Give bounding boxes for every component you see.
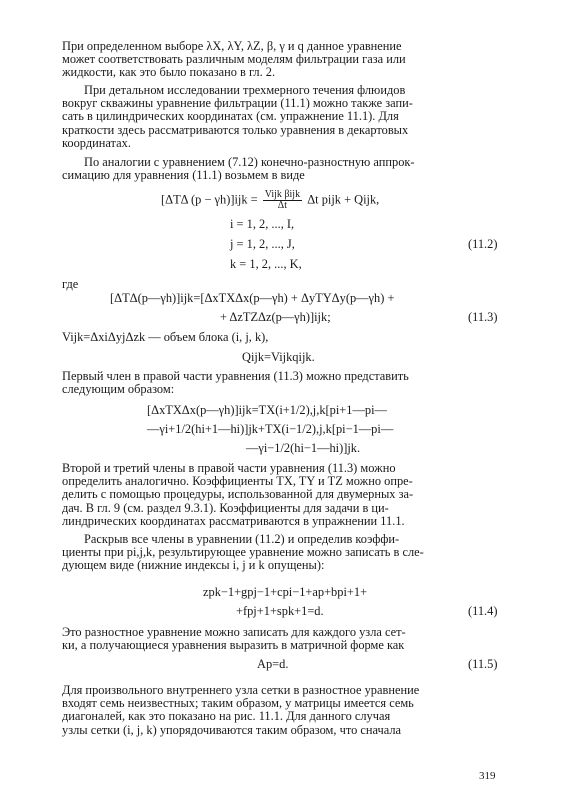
equation-11-2-lhs: [ΔTΔ (p − γh)]ijk = bbox=[161, 192, 261, 207]
paragraph-1: При определенном выборе λX, λY, λZ, β, γ и q данное уравнение может соответствовать различным моделям фильтрации газа или жидкости, как это было показано в гл. 2. bbox=[62, 39, 406, 80]
volume-definition: Vijk=ΔxiΔyjΔzk — объем блока (i, j, k), bbox=[62, 330, 269, 344]
equation-11-3-line-1: [ΔTΔ(p—γh)]ijk=[ΔxTXΔx(p—γh) + ΔyTYΔy(p—γh) + bbox=[110, 291, 395, 305]
equation-number-11-2: (11.2) bbox=[468, 237, 498, 251]
equation-number-11-5: (11.5) bbox=[468, 657, 498, 671]
first-term-line-3: —γi−1/2(hi−1—hi)]jk. bbox=[246, 441, 361, 455]
equation-11-4-line-2: +fpj+1+spk+1=d. bbox=[236, 604, 324, 618]
fraction-denominator: Δt bbox=[277, 200, 288, 211]
paragraph-6: Раскрыв все члены в уравнении (11.2) и определив коэффи- циенты при pi,j,k, результирующее уравнение можно записать в сле- дующем виде (нижние индексы i, j и k опущены): bbox=[62, 532, 424, 573]
fraction-numerator: Vijk βijk bbox=[264, 189, 301, 200]
equation-11-2-main bbox=[161, 190, 379, 211]
equation-11-2-rhs: Δt pijk + Qijk, bbox=[307, 192, 380, 207]
equation-11-2-fraction bbox=[263, 190, 302, 211]
paragraph-8: Для произвольного внутреннего узла сетки в разностное уравнение входят семь неизвестных; таким образом, у матрицы имеется семь диагоналей, как это показано на рис. 11.1. Для данного случая узлы сетки (i, j, k) упорядочиваются таким образом, что сначала bbox=[62, 683, 420, 737]
paragraph-5: Второй и третий члены в правой части уравнения (11.3) можно определить аналогично. Коэффициенты TX, TY и TZ можно опре- делить с помощью процедуры, использованной для двумерных за- дач. В гл. 9 (см. раздел 9.3.1). Коэффициенты для задачи в ци- линдрических координатах рассматриваются в упражнении 11.1. bbox=[62, 461, 414, 528]
first-term-line-2: —γi+1/2(hi+1—hi)]jk+TX(i−1/2),j,k[pi−1—pi— bbox=[147, 422, 394, 436]
paragraph-4: Первый член в правой части уравнения (11.3) можно представить следующим образом: bbox=[62, 369, 409, 397]
equation-11-3-line-2: + ΔzTZΔz(p—γh)]ijk; bbox=[220, 310, 331, 324]
equation-11-2-k-range: k = 1, 2, ..., K, bbox=[230, 257, 302, 271]
paragraph-7: Это разностное уравнение можно записать для каждого узла сет- ки, а получающиеся уравнения выразить в матричной форме как bbox=[62, 625, 406, 653]
q-definition: Qijk=Vijkqijk. bbox=[242, 350, 315, 364]
equation-11-5: Ap=d. bbox=[257, 657, 289, 671]
page-number: 319 bbox=[479, 770, 496, 782]
where-label: где bbox=[62, 277, 79, 291]
paragraph-3: По аналогии с уравнением (7.12) конечно-разностную аппрок- симацию для уравнения (11.1) возьмем в виде bbox=[62, 155, 415, 183]
equation-11-2-j-range: j = 1, 2, ..., J, bbox=[230, 237, 295, 251]
equation-number-11-4: (11.4) bbox=[468, 604, 498, 618]
equation-11-4-line-1: zpk−1+gpj−1+cpi−1+ap+bpi+1+ bbox=[203, 585, 368, 599]
first-term-line-1: [ΔxTXΔx(p—γh)]ijk=TX(i+1/2),j,k[pi+1—pi— bbox=[147, 403, 387, 417]
paragraph-2: При детальном исследовании трехмерного течения флюидов вокруг скважины уравнение фильтрации (11.1) можно также запи- сать в цилиндрических координатах (см. упражнение 11.1). Для краткости здесь рассматриваются только уравнения в декартовых координатах. bbox=[62, 83, 413, 150]
equation-number-11-3: (11.3) bbox=[468, 310, 498, 324]
equation-11-2-i-range: i = 1, 2, ..., I, bbox=[230, 217, 295, 231]
